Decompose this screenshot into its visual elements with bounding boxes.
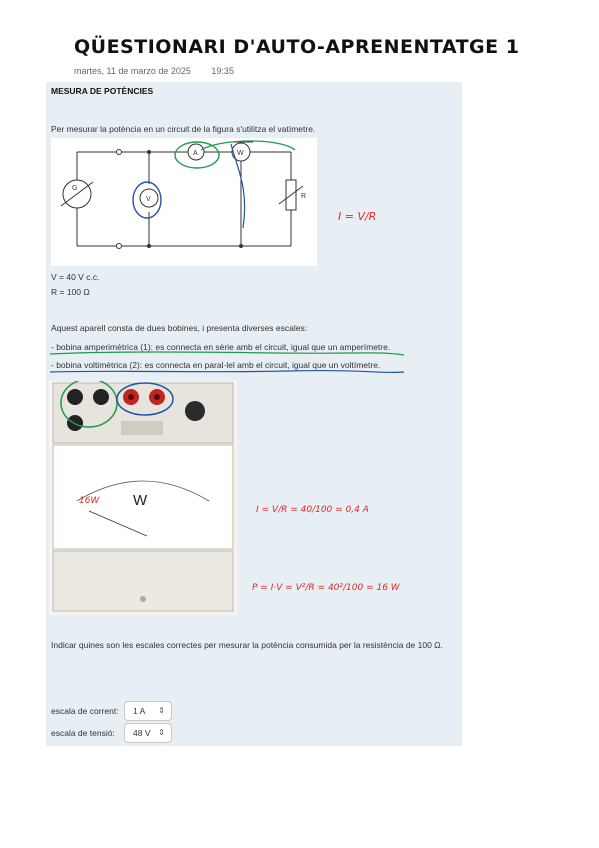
time-text: 19:35 bbox=[211, 66, 234, 76]
voltage-scale-select[interactable] bbox=[124, 723, 172, 743]
timestamp bbox=[74, 66, 234, 76]
voltage-scale-value: 48 V bbox=[133, 728, 151, 738]
voltmeter-label: V bbox=[146, 196, 151, 203]
page-title: QÜESTIONARI D'AUTO-APRENENTATGE 1 bbox=[74, 36, 520, 58]
intro-text: Per mesurar la potència en un circuit de la figura s'utilitza el vatímetre. bbox=[51, 124, 316, 134]
dial-annotation: 16W bbox=[79, 496, 100, 506]
coil-1-text: - bobina amperimètrica (1): es connecta en sèrie amb el circuit, igual que un amperímetre. bbox=[51, 342, 391, 352]
handwritten-note-2: I = V/R = 40/100 = 0,4 A bbox=[256, 505, 369, 515]
select-arrow-icon: ⇕ bbox=[158, 706, 165, 715]
coil-2-text: - bobina voltimètrica (2): es connecta en paral·lel amb el circuit, igual que un voltímetre. bbox=[51, 360, 381, 370]
question-text: Indicar quines son les escales correctes per mesurar la potència consumida per la resistència de 100 Ω. bbox=[51, 640, 443, 650]
handwritten-note-1: I = V/R bbox=[338, 210, 377, 223]
current-scale-select[interactable] bbox=[124, 701, 172, 721]
resistor-label: R bbox=[301, 193, 307, 200]
current-scale-value: 1 A bbox=[133, 706, 146, 716]
select-arrow-icon: ⇕ bbox=[158, 728, 165, 737]
voltage-scale-label: escala de tensió: bbox=[51, 728, 115, 738]
underline-annotations bbox=[48, 350, 408, 380]
description-text: Aquest aparell consta de dues bobines, i presenta diverses escales: bbox=[51, 323, 308, 333]
generator-label: G bbox=[72, 185, 78, 192]
resistance-value: R = 100 Ω bbox=[51, 287, 90, 297]
question-heading: MESURA DE POTÈNCIES bbox=[51, 86, 154, 96]
date-text: martes, 11 de marzo de 2025 bbox=[74, 66, 191, 76]
wattmeter-photo bbox=[49, 381, 237, 615]
wattmeter-label: W bbox=[237, 150, 244, 157]
dial-unit-label: W bbox=[133, 492, 148, 509]
ammeter-label: A bbox=[193, 150, 198, 157]
circuit-diagram bbox=[51, 138, 317, 266]
voltage-value: V = 40 V c.c. bbox=[51, 272, 100, 282]
handwritten-note-3: P = I·V = V²/R = 40²/100 = 16 W bbox=[252, 583, 400, 593]
current-scale-label: escala de corrent: bbox=[51, 706, 119, 716]
